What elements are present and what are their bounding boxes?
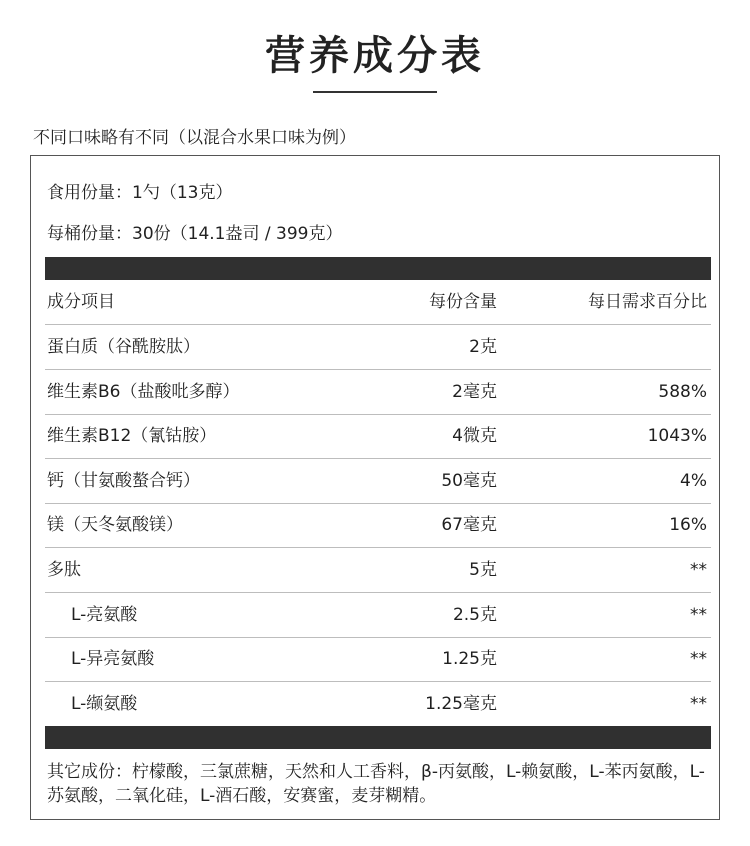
ingredient-name: L-异亮氨酸 [71,649,155,670]
ingredient-daily-value: 4% [680,470,707,491]
servings-per-container: 每桶份量：30份（14.1盎司 / 399克） [47,224,343,244]
table-top-bar [45,257,711,280]
table-row [45,637,711,682]
table-row [45,459,711,504]
table-row [45,682,711,727]
page-title: 营养成分表 [265,33,485,79]
ingredient-name: 钙（甘氨酸螯合钙） [47,470,200,491]
ingredient-name: 蛋白质（谷酰胺肽） [47,337,200,357]
ingredient-amount: 4微克 [452,426,497,447]
header-daily-value: 每日需求百分比 [588,292,707,312]
ingredient-amount: 1.25克 [442,649,497,670]
ingredient-name: 多肽 [47,560,81,580]
ingredient-name: L-亮氨酸 [71,604,138,625]
ingredient-name: 镁（天冬氨酸镁） [47,515,183,536]
header-amount: 每份含量 [429,292,497,312]
other-ingredients: 其它成份：柠檬酸，三氯蔗糖，天然和人工香料，β-丙氨酸，L-赖氨酸，L-苯丙氨酸，L-苏氨酸，二氧化硅，L-酒石酸，安赛蜜，麦芽糊精。 [47,762,705,806]
ingredient-amount: 2.5克 [452,604,497,625]
ingredient-name: 维生素B12（氰钴胺） [47,426,217,447]
ingredient-amount: 1.25毫克 [425,693,497,714]
ingredient-daily-value: ** [690,604,707,625]
ingredient-amount: 67毫克 [441,515,497,536]
nutrition-panel [30,155,720,820]
ingredient-amount: 50毫克 [441,470,497,491]
ingredient-name: L-缬氨酸 [71,693,138,714]
table-bottom-bar [45,726,711,749]
table-header-row [45,280,711,325]
flavor-note: 不同口味略有不同（以混合水果口味为例） [33,128,356,148]
ingredient-amount: 5克 [469,560,497,580]
serving-size: 食用份量：1勺（13克） [47,183,233,203]
table-row [45,325,711,370]
table-row [45,593,711,638]
ingredient-daily-value: 16% [669,515,707,536]
ingredient-daily-value: ** [690,560,707,580]
ingredient-daily-value: ** [690,693,707,714]
ingredient-name: 维生素B6（盐酸吡多醇） [47,381,240,402]
header-ingredient: 成分项目 [47,292,115,312]
ingredient-daily-value: 588% [658,381,707,402]
table-row [45,503,711,548]
ingredient-daily-value: 1043% [647,426,707,447]
table-row [45,548,711,593]
table-row [45,414,711,459]
ingredient-amount: 2克 [469,337,497,357]
ingredient-amount: 2毫克 [452,381,497,402]
ingredient-daily-value: ** [690,649,707,670]
table-row [45,370,711,415]
title-divider [313,91,437,93]
